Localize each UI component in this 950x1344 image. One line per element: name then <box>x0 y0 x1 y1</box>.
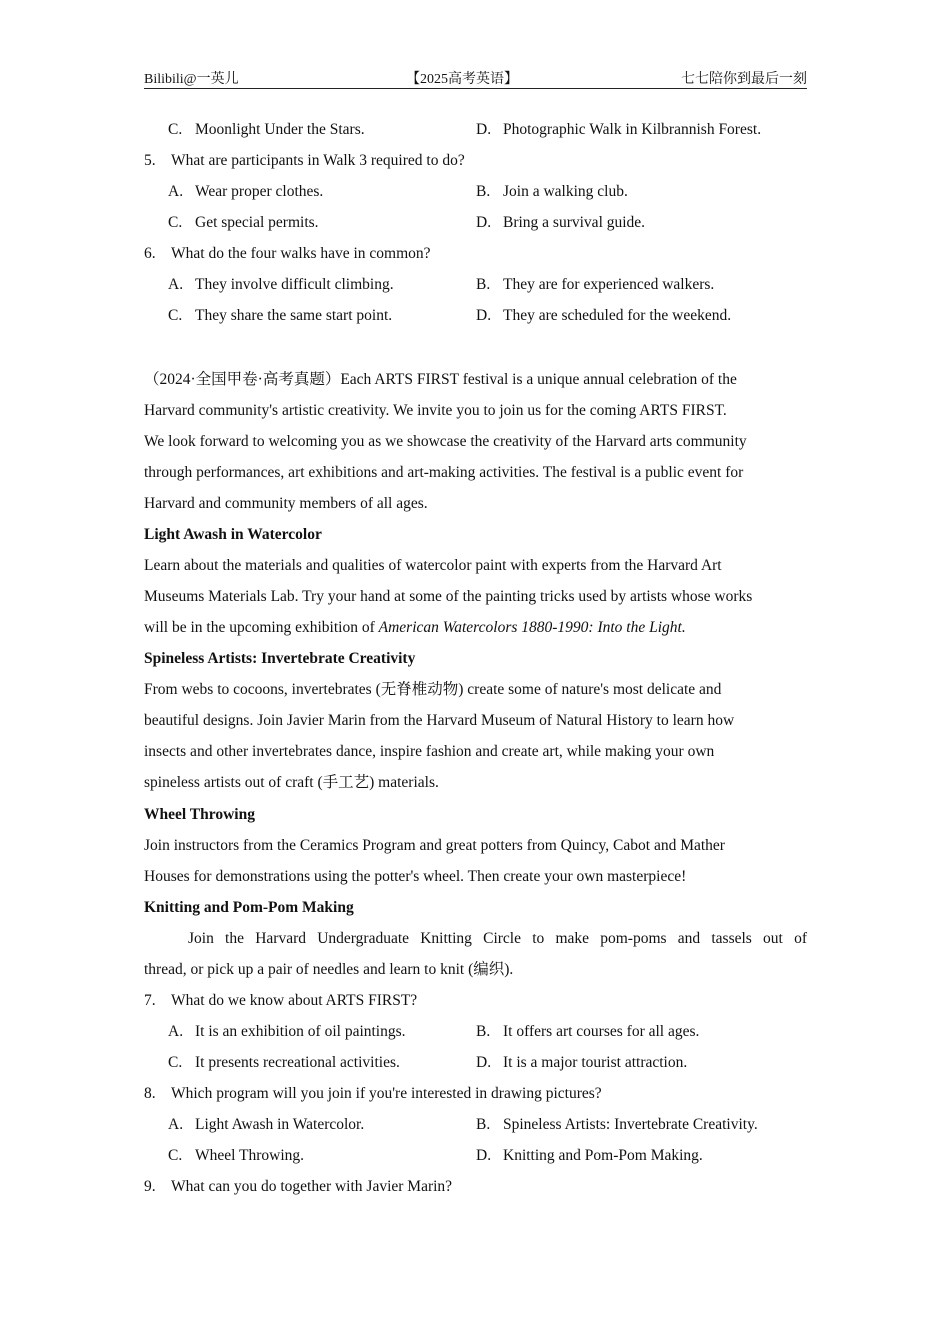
q8-stem: 8. Which program will you join if you're interested in drawing pictures? <box>144 1085 602 1102</box>
q6-option-a: A. They involve difficult climbing. <box>168 276 394 293</box>
exhibition-title: American Watercolors 1880-1990: Into the Light. <box>378 619 686 636</box>
spineless-line-1: From webs to cocoons, invertebrates (无脊椎动物) create some of nature's most delicate and <box>144 681 722 698</box>
watercolor-line-1: Learn about the materials and qualities of watercolor paint with experts from the Harvard Art <box>144 557 722 574</box>
q6-stem: 6. What do the four walks have in common? <box>144 245 431 262</box>
spineless-line-3: insects and other invertebrates dance, inspire fashion and create art, while making your own <box>144 743 715 760</box>
q5-stem: 5. What are participants in Walk 3 required to do? <box>144 152 465 169</box>
q7-option-a: A. It is an exhibition of oil paintings. <box>168 1023 406 1040</box>
page-header <box>144 68 807 89</box>
spineless-line-2: beautiful designs. Join Javier Marin from the Harvard Museum of Natural History to learn how <box>144 712 735 729</box>
intro-line-5: Harvard and community members of all ages. <box>144 495 428 512</box>
spineless-line-4: spineless artists out of craft (手工艺) materials. <box>144 774 439 791</box>
section-title-knitting: Knitting and Pom-Pom Making <box>144 899 354 916</box>
wheel-line-1: Join instructors from the Ceramics Program and great potters from Quincy, Cabot and Mather <box>144 837 725 854</box>
intro-line-3: We look forward to welcoming you as we showcase the creativity of the Harvard arts community <box>144 433 747 450</box>
q7-option-b: B. It offers art courses for all ages. <box>476 1023 700 1040</box>
q6-option-c: C. They share the same start point. <box>168 307 393 324</box>
q5-option-d: D. Bring a survival guide. <box>476 214 646 231</box>
q5-option-c: C. Get special permits. <box>168 214 319 231</box>
q4-option-c: C. Moonlight Under the Stars. <box>168 121 365 138</box>
watercolor-line-2: Museums Materials Lab. Try your hand at some of the painting tricks used by artists whose works <box>144 588 753 605</box>
q8-option-a: A. Light Awash in Watercolor. <box>168 1116 365 1133</box>
q8-option-c: C. Wheel Throwing. <box>168 1147 305 1164</box>
q7-option-d: D. It is a major tourist attraction. <box>476 1054 688 1071</box>
q8-option-b: B. Spineless Artists: Invertebrate Creativity. <box>476 1116 758 1133</box>
q9-stem: 9. What can you do together with Javier Marin? <box>144 1178 453 1195</box>
wheel-line-2: Houses for demonstrations using the potter's wheel. Then create your own masterpiece! <box>144 868 687 885</box>
header-left: Bilibili@一英儿 <box>144 72 239 87</box>
q5-option-b: B. Join a walking club. <box>476 183 628 200</box>
intro-line-1: （2024·全国甲卷·高考真题）Each ARTS FIRST festival is a unique annual celebration of the <box>144 371 737 388</box>
q6-option-b: B. They are for experienced walkers. <box>476 276 715 293</box>
section-title-spineless: Spineless Artists: Invertebrate Creativity <box>144 650 416 667</box>
q8-option-d: D. Knitting and Pom-Pom Making. <box>476 1147 703 1164</box>
header-right: 七七陪你到最后一刻 <box>681 72 807 87</box>
q4-option-d: D. Photographic Walk in Kilbrannish Forest. <box>476 121 762 138</box>
q5-option-a: A. Wear proper clothes. <box>168 183 324 200</box>
q7-option-c: C. It presents recreational activities. <box>168 1054 400 1071</box>
knitting-line-1: Join the Harvard Undergraduate Knitting Circle to make pom-poms and tassels out of <box>188 930 807 947</box>
q7-stem: 7. What do we know about ARTS FIRST? <box>144 992 418 1009</box>
intro-line-2: Harvard community's artistic creativity. We invite you to join us for the coming ARTS FIRST. <box>144 402 727 419</box>
knitting-line-2: thread, or pick up a pair of needles and learn to knit (编织). <box>144 961 514 978</box>
watercolor-line-3: will be in the upcoming exhibition of American Watercolors 1880-1990: Into the Light. <box>144 619 686 636</box>
intro-line-4: through performances, art exhibitions and art-making activities. The festival is a public event for <box>144 464 744 481</box>
header-center: 【2025高考英语】 <box>406 72 518 87</box>
section-title-watercolor: Light Awash in Watercolor <box>144 526 322 543</box>
section-title-wheel: Wheel Throwing <box>144 806 255 823</box>
q6-option-d: D. They are scheduled for the weekend. <box>476 307 732 324</box>
